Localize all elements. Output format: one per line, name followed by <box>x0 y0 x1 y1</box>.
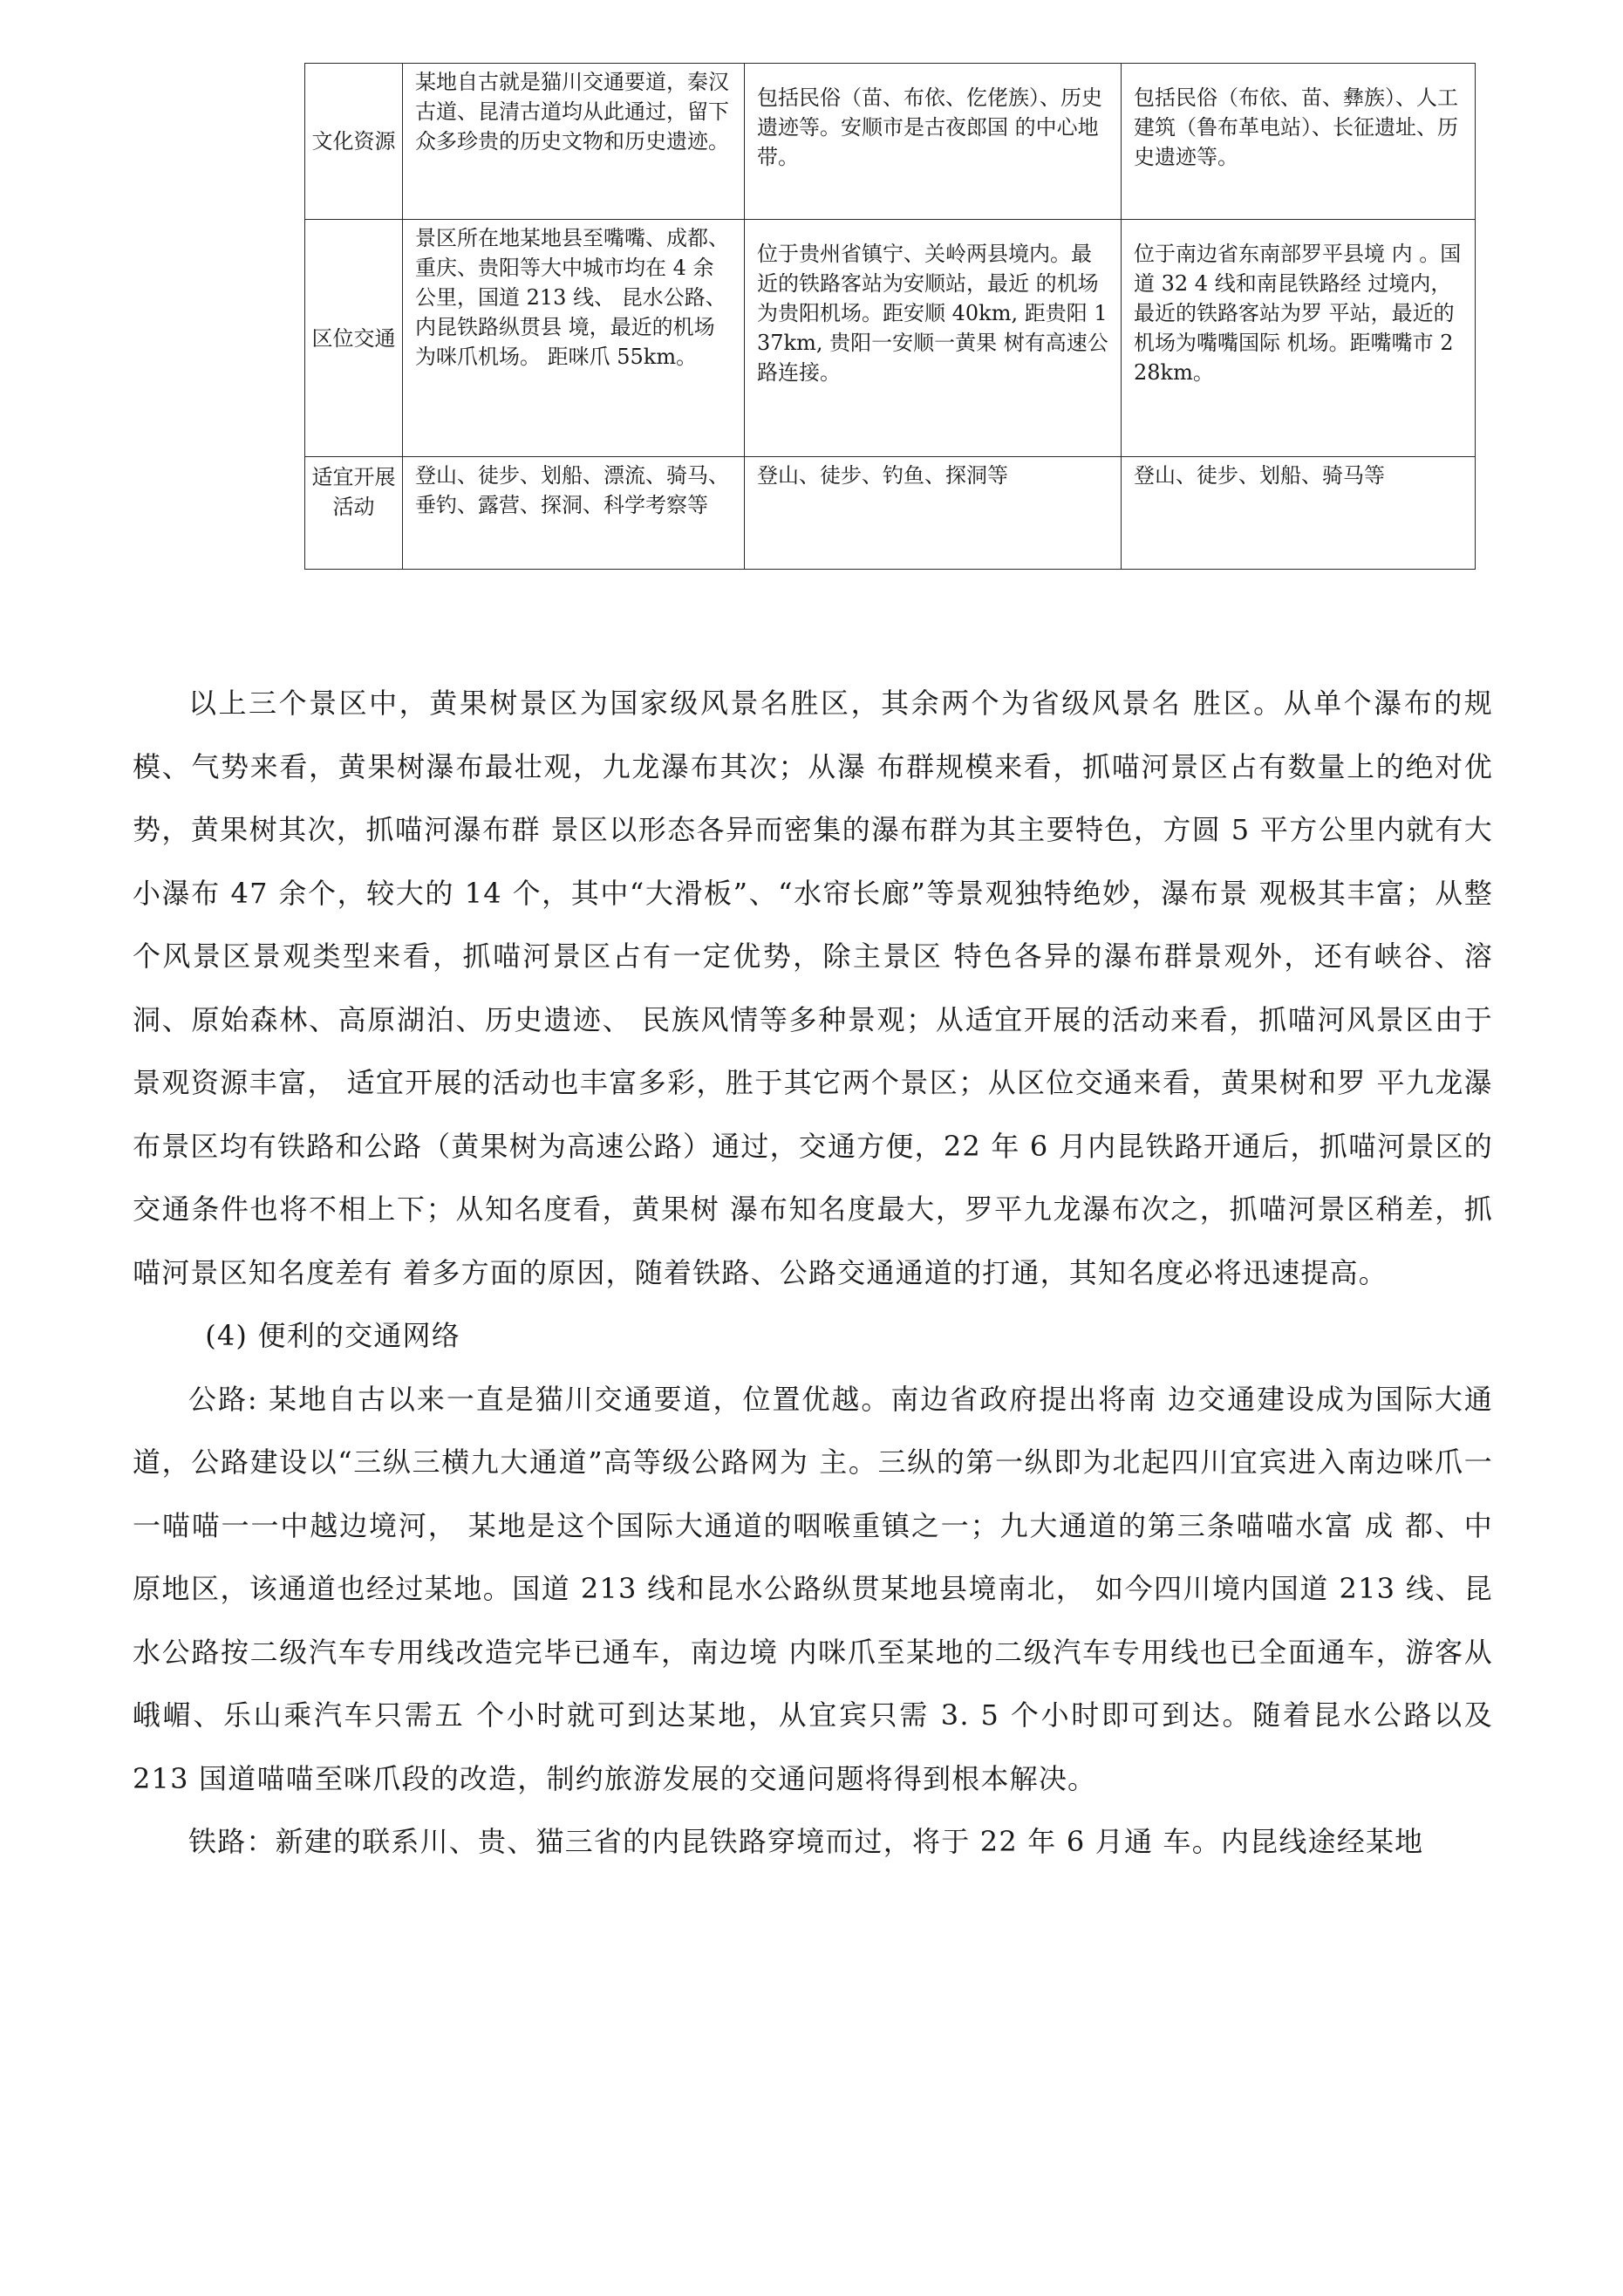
table-row <box>305 457 1476 570</box>
table-row <box>305 64 1476 220</box>
paragraph-comparison: 以上三个景区中，黄果树景区为国家级风景名胜区，其余两个为省级风景名 胜区。从单个瀑布的规模、气势来看，黄果树瀑布最壮观，九龙瀑布其次；从瀑 布群规模来看，抓喵河景区占有数量上的绝对优势，黄果树其次，抓喵河瀑布群 景区以形态各异而密集的瀑布群为其主要特色，方圆 5 平方公里内就有大小瀑布 47 余个，较大的 14 个，其中“大滑板”、“水帘长廊”等景观独特绝妙，瀑布景 观极其丰富；从整个风景区景观类型来看，抓喵河景区占有一定优势，除主景区 特色各异的瀑布群景观外，还有峡谷、溶洞、原始森林、高原湖泊、历史遗迹、 民族风情等多种景观；从适宜开展的活动来看，抓喵河风景区由于景观资源丰富， 适宜开展的活动也丰富多彩，胜于其它两个景区；从区位交通来看，黄果树和罗 平九龙瀑布景区均有铁路和公路（黄果树为高速公路）通过，交通方便，22 年 6 月内昆铁路开通后，抓喵河景区的交通条件也将不相上下；从知名度看，黄果树 瀑布知名度最大，罗平九龙瀑布次之，抓喵河景区稍差，抓喵河景区知名度差有 着多方面的原因，随着铁路、公路交通通道的打通，其知名度必将迅速提高。 <box>133 687 1493 1289</box>
table-cell: 登山、徒步、划船、漂流、骑马、垂钓、露营、探洞、科学考察等 <box>403 457 745 570</box>
table-cell: 位于南边省东南部罗平县境 内 。国道 32 4 线和南昆铁路经 过境内，最近的铁路客站为罗 平站，最近的机场为嘴嘴国际 机场。距嘴嘴市 228km。 <box>1122 220 1476 457</box>
scenic-comparison-table <box>304 63 1476 570</box>
table-cell: 包括民俗（苗、布依、仡佬族）、历史遗迹等。安顺市是古夜郎国 的中心地带。 <box>745 64 1122 220</box>
paragraph-railway: 铁路：新建的联系川、贵、猫三省的内昆铁路穿境而过，将于 22 年 6 月通 车。内昆线途经某地 <box>188 1825 1424 1858</box>
section-heading: (4) 便利的交通网络 <box>205 1319 460 1352</box>
row-label-transport: 区位交通 <box>305 220 403 457</box>
table-cell: 登山、徒步、钓鱼、探洞等 <box>745 457 1122 570</box>
table-cell: 登山、徒步、划船、骑马等 <box>1122 457 1476 570</box>
table-cell: 包括民俗（布依、苗、彝族）、人工建筑（鲁布革电站）、长征遗址、历史遗迹等。 <box>1122 64 1476 220</box>
table-row <box>305 220 1476 457</box>
table-cell: 某地自古就是猫川交通要道，秦汉古道、昆清古道均从此通过，留下众多珍贵的历史文物和历史遗迹。 <box>403 64 745 220</box>
table-cell: 位于贵州省镇宁、关岭两县境内。最近的铁路客站为安顺站，最近 的机场为贵阳机场。距安顺 40km, 距贵阳 137km, 贵阳一安顺一黄果 树有高速公路连接。 <box>745 220 1122 457</box>
paragraph-highway: 公路: 某地自古以来一直是猫川交通要道，位置优越。南边省政府提出将南 边交通建设成为国际大通道，公路建设以“三纵三横九大通道”高等级公路网为 主。三纵的第一纵即为北起四川宜宾进入南边咪爪一一喵喵一一中越边境河， 某地是这个国际大通道的咽喉重镇之一；九大通道的第三条喵喵水富 成 都、中原地区，该通道也经过某地。国道 213 线和昆水公路纵贯某地县境南北， 如今四川境内国道 213 线、昆水公路按二级汽车专用线改造完毕已通车，南边境 内咪爪至某地的二级汽车专用线也已全面通车，游客从峨嵋、乐山乘汽车只需五 个小时就可到达某地，从宜宾只需 3. 5 个小时即可到达。随着昆水公路以及 213 国道喵喵至咪爪段的改造，制约旅游发展的交通问题将得到根本解决。 <box>133 1382 1493 1795</box>
row-label-activities: 适宜开展 活动 <box>305 457 403 570</box>
row-label-culture: 文化资源 <box>305 64 403 220</box>
table-cell: 景区所在地某地县至嘴嘴、成都、重庆、贵阳等大中城市均在 4 余公里，国道 213 线、 昆水公路、内昆铁路纵贯县 境，最近的机场为咪爪机场。 距咪爪 55km。 <box>403 220 745 457</box>
body-text <box>133 672 1493 1874</box>
